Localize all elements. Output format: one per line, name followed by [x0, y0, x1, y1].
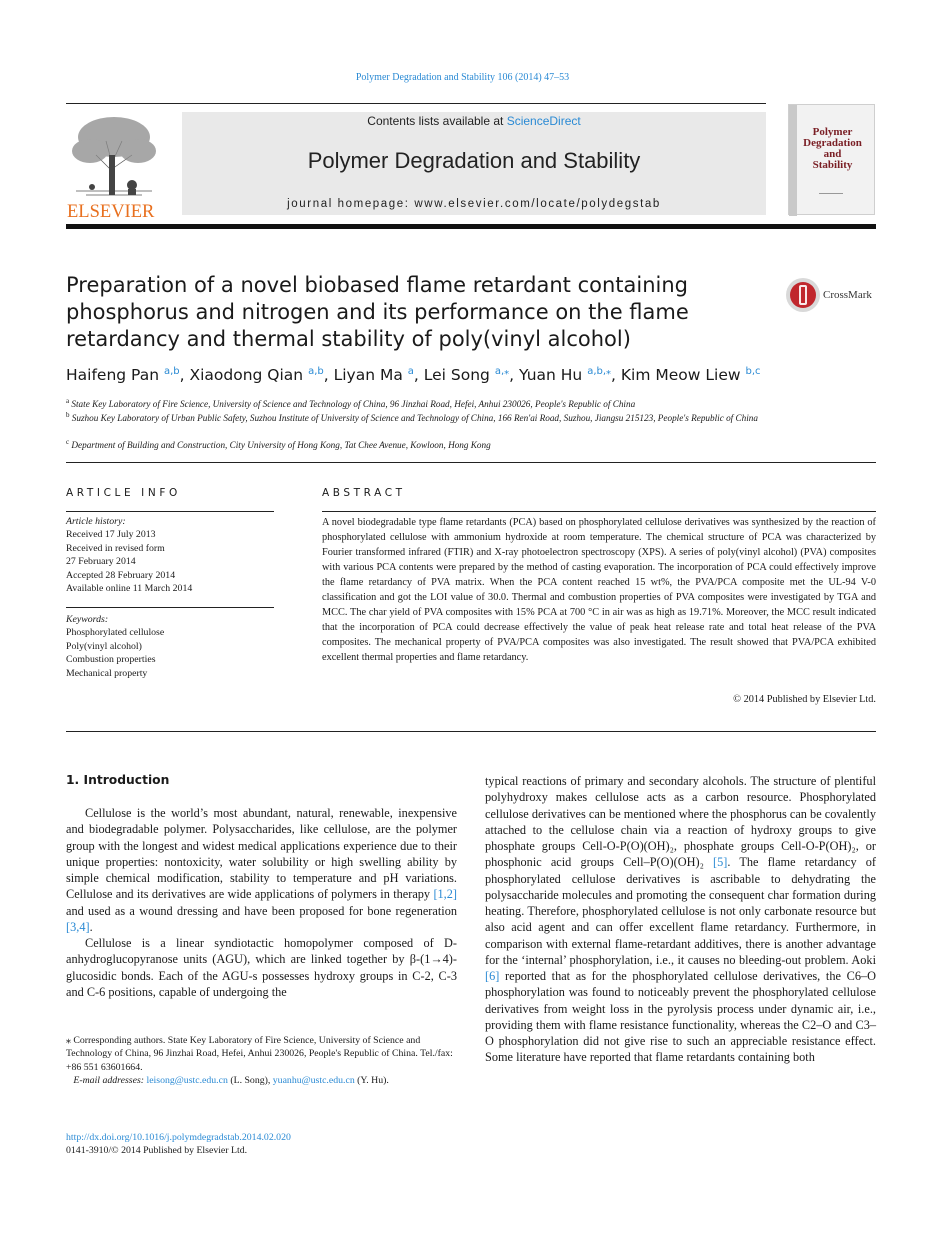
history-item: Received 17 July 2013	[66, 529, 156, 541]
affiliation	[66, 409, 766, 426]
cover-mark	[819, 193, 843, 194]
keywords-rule	[66, 607, 274, 608]
paragraph-text: and used as a wound dressing and have been proposed for bone regeneration	[66, 903, 457, 918]
author-name[interactable]: Xiaodong Qian	[189, 366, 304, 385]
history-label: Article history:	[66, 516, 126, 527]
keyword: Mechanical property	[66, 667, 148, 679]
cover-title-line: Degradation	[803, 137, 862, 149]
journal-cover-thumbnail	[788, 104, 875, 215]
abstract-heading: ABSTRACT	[322, 487, 406, 499]
body-rule	[66, 731, 876, 732]
email-owner: (Y. Hu).	[354, 1075, 389, 1087]
author-name[interactable]: Kim Meow Liew	[620, 366, 741, 385]
abstract-text: A novel biodegradable type flame retardants (PCA) based on phosphorylated cellulose derivatives was synthesized by the reaction of phosphorylated cellulose with ammonium hydroxide at room temperature. The chemical structure of PCA was characterized by Fourier transformed infrared (FTIR) and X-ray photoelectron spectroscopy (XPS). A series of poly(vinyl alcohol) (PVA) composites with various PCA contents were prepared by the method of casting evaporation. The incorporation of PCA could effectively improve the flame retardancy of PVA matrix. When the PCA content reached 15 wt%, the PVA/PCA composite met the UL-94 V-0 classification and got the LOI value of 30.0. Thermal and combustion properties of PVA composites were investigated by TGA and MCC. The char yield of PVA composites with 15% PCA at 700 °C in air was as high as 19.71%. Moreover, the MCC result indicated that the incorporation of PCA could decrease effectively the value of peak heat release rate and total heat release of the PVA composites. The mechanical property of PVA/PCA composites was also investigated. The result showed that PVA/PCA exhibited excellent thermal properties and flame retardancy.	[322, 517, 876, 663]
author-list	[66, 366, 876, 384]
keyword: Phosphorylated cellulose	[66, 627, 165, 639]
affiliation	[66, 436, 766, 453]
history-item: Accepted 28 February 2014	[66, 569, 176, 581]
corresponding-author-note: ⁎ Corresponding authors. State Key Laboratory of Fire Science, University of Science and Technology of China, 96 Jinzhai Road, Hefei, Anhui 230026, People's Republic of China. Tel./fax: +86 551 63601664.	[66, 1035, 453, 1073]
author-affil-mark[interactable]: a,⁎	[494, 366, 510, 377]
email-link[interactable]: yuanhu@ustc.edu.cn	[272, 1075, 355, 1087]
paragraph-text: reported that as for the phosphorylated cellulose derivatives, the C6–O phosphorylation was found to noticeably prevent the phosphorylated cellulose derivatives from weight loss in the pyrolysis process under dynamic air, i.e., providing them with flame resistance functionality, whereas the C2–O and C3–O phosphorylation did not give rise to such an appreciable resistance effect. Some literature have reported that flame retardants containing both	[485, 969, 876, 1065]
doi-link[interactable]: http://dx.doi.org/10.1016/j.polymdegradstab.2014.02.020	[66, 1132, 291, 1143]
keyword: Combustion properties	[66, 654, 156, 666]
keywords	[66, 613, 274, 680]
author-affil-mark[interactable]: b,c	[745, 366, 761, 377]
doi-block	[66, 1131, 291, 1158]
author-separator: ,	[179, 366, 190, 385]
section-heading-introduction: 1. Introduction	[66, 773, 170, 787]
paragraph-text: typical reactions of primary and secondary alcohols. The structure of plentiful polyhydroxy makes cellulose acts as a carbon resource. Phosphorylated cellulose derivatives can be mentioned where the phosphorus can be covalently attached to the cellulose chain via a reaction of hydroxy groups to give phosphate groups Cell-O-P(O)(OH)₂, phosphate groups Cell-O-P(OH)₂, or phosphonic acid groups Cell–P(O)(OH)₂	[485, 774, 876, 870]
elsevier-wordmark: ELSEVIER	[67, 202, 155, 219]
affiliation-mark: b	[66, 410, 70, 419]
email-line	[66, 1074, 457, 1087]
affiliation-text: Suzhou Key Laboratory of Urban Public Safety, Suzhou Institute of University of Science and Technology of China, 166 Ren'ai Road, Suzhou, Jiangsu 215123, People's Republic of China	[71, 412, 758, 423]
journal-homepage[interactable]: journal homepage: www.elsevier.com/locate/polydegstab	[287, 198, 661, 210]
paragraph-text: . The flame retardancy of phosphorylated cellulose derivatives is ascribable to dehydrating the polysaccharide molecules and promoting the consequent char formation during heating. Therefore, phosphorylated cellulose is not only carbonate resource but also acid agent and can offer excellent flame retardancy. Furthermore, in comparison with external flame-retardant additives, there is another advantage for the ‘internal’ phosphorylation, i.e., it causes no bleeding-out problem. Aoki	[485, 855, 876, 967]
author-name[interactable]: Liyan Ma	[333, 366, 403, 385]
paragraph: Cellulose is a linear syndiotactic homopolymer composed of D-anhydroglucopyranose units (AGU), which are linked together by β-(1→4)-glucosidic bonds. Each of the AGU-s possesses hydroxy groups in C-2, C-3 and C-6 positions, capable of undergoing the	[66, 936, 457, 999]
abstract-rule	[322, 511, 876, 512]
history-item: Available online 11 March 2014	[66, 583, 193, 595]
body-column-left	[66, 805, 457, 1000]
email-link[interactable]: leisong@ustc.edu.cn	[146, 1075, 228, 1087]
elsevier-tree-icon	[66, 111, 162, 219]
author-name[interactable]: Lei Song	[423, 366, 490, 385]
citation-link[interactable]: [6]	[485, 969, 500, 983]
author-name[interactable]: Yuan Hu	[519, 366, 583, 385]
affiliation-rule	[66, 462, 876, 463]
paragraph-text: Cellulose is the world’s most abundant, natural, renewable, inexpensive and biodegradable polymer. Polysaccharides, like cellulose, are the polymer group with the longest and widest medical applications experience due to their unique properties: nontoxicity, water solubility or high swelling ability by simple chemical modification, stability to temperature and pH variations. Cellulose and its derivatives are wide applications of polymers in therapy	[66, 806, 457, 902]
history-item: Received in revised form	[66, 542, 165, 554]
header-rule	[66, 103, 766, 104]
article-title: Preparation of a novel biobased flame retardant containing phosphorus and nitrogen and its performance on the flame retardancy and thermal stability of poly(vinyl alcohol)	[66, 273, 689, 351]
issn-line: 0141-3910/© 2014 Published by Elsevier Ltd.	[66, 1145, 248, 1157]
author-affil-mark[interactable]: a,b	[308, 366, 324, 377]
cover-title	[789, 127, 876, 171]
email-owner: (L. Song),	[227, 1075, 273, 1087]
affiliation-mark: a	[66, 397, 70, 405]
author-affil-mark[interactable]: a	[407, 366, 414, 377]
elsevier-logo	[66, 111, 162, 219]
author-separator: ,	[323, 366, 334, 385]
affiliation-mark: c	[66, 437, 70, 446]
contents-prefix: Contents lists available at	[367, 114, 507, 128]
journal-title: Polymer Degradation and Stability	[307, 148, 641, 173]
keywords-label: Keywords:	[66, 614, 109, 625]
paragraph-text: .	[89, 919, 93, 934]
cover-title-line: Stability	[812, 159, 853, 171]
abstract-copyright: © 2014 Published by Elsevier Ltd.	[733, 694, 876, 705]
sciencedirect-link[interactable]: ScienceDirect	[506, 114, 581, 128]
article-info-rule	[66, 511, 274, 512]
journal-citation[interactable]: Polymer Degradation and Stability 106 (2014) 47–53	[355, 72, 570, 83]
header-thick-rule	[66, 224, 876, 229]
author-name[interactable]: Haifeng Pan	[66, 366, 160, 385]
affiliation-text: State Key Laboratory of Fire Science, University of Science and Technology of China, 96 Jinzhai Road, Hefei, Anhui 230026, People's Republic of China	[71, 399, 636, 410]
citation-link[interactable]: [1,2]	[433, 887, 457, 902]
contents-line	[182, 114, 766, 128]
author-affil-mark[interactable]: a,b,⁎	[587, 366, 612, 377]
history-item: 27 February 2014	[66, 556, 136, 568]
article-info-heading: ARTICLE INFO	[66, 487, 181, 499]
author-separator: ,	[413, 366, 424, 385]
journal-banner	[182, 112, 766, 215]
affiliation-text: Department of Building and Construction, City University of Hong Kong, Tat Chee Avenue, Kowloon, Hong Kong	[71, 439, 491, 450]
crossmark-badge[interactable]	[785, 277, 880, 313]
crossmark-label: CrossMark	[823, 289, 872, 301]
cover-title-line: and	[823, 148, 842, 160]
citation-link[interactable]: [3,4]	[66, 919, 90, 934]
body-column-right	[485, 773, 876, 1066]
paragraph	[66, 805, 457, 935]
paragraph	[485, 773, 876, 1066]
author-affil-mark[interactable]: a,b	[163, 366, 180, 377]
keyword: Poly(vinyl alcohol)	[66, 640, 142, 652]
author-separator: ,	[611, 366, 621, 385]
email-label: E-mail addresses:	[73, 1075, 145, 1087]
footnote	[66, 1034, 457, 1088]
citation-link[interactable]: [5]	[713, 855, 728, 870]
cover-title-line: Polymer	[812, 126, 853, 138]
author-separator: ,	[509, 366, 519, 385]
article-history	[66, 515, 274, 595]
crossmark-icon	[785, 277, 821, 313]
